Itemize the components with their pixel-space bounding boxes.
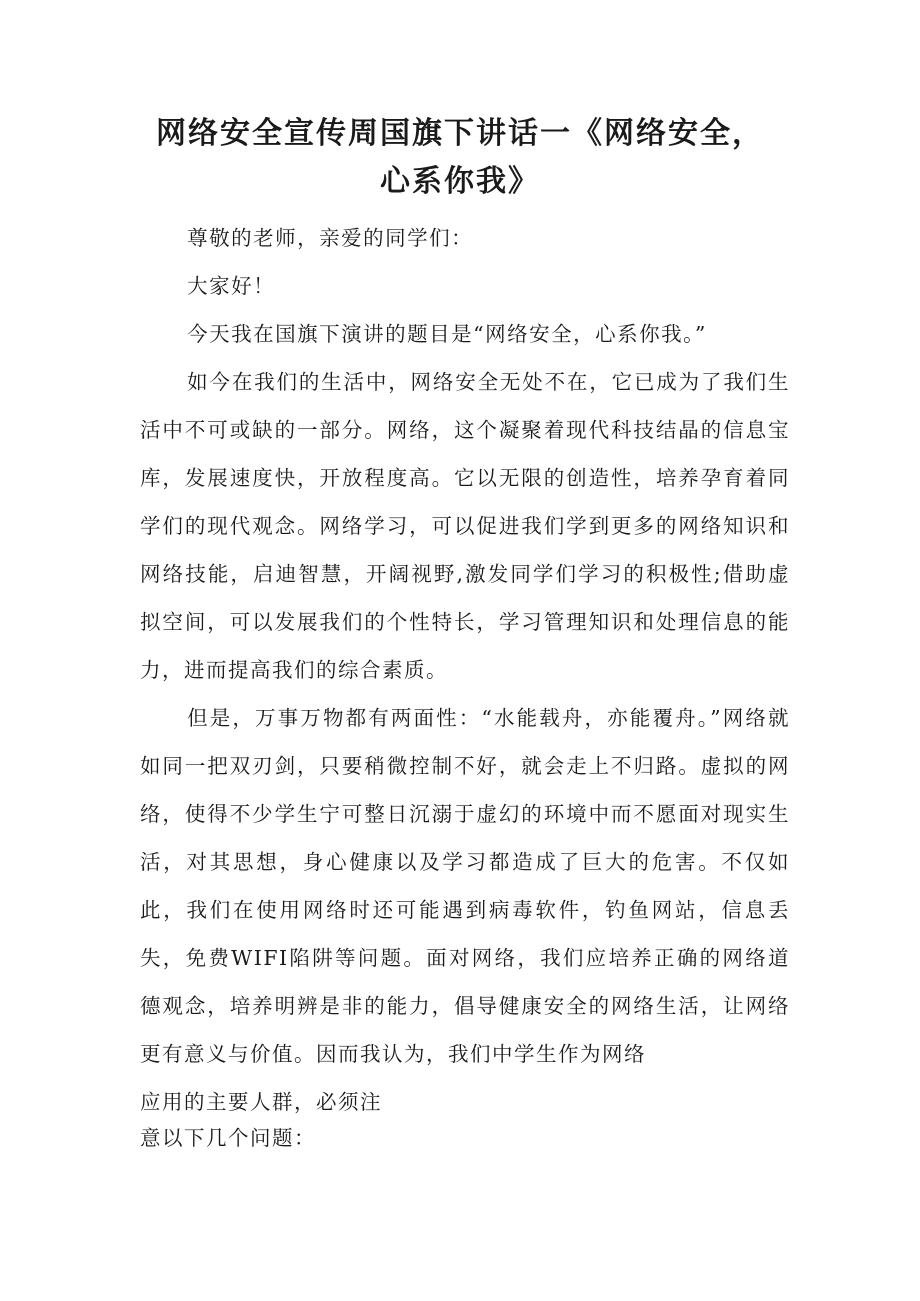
document-body bbox=[140, 214, 790, 1078]
document-tail bbox=[140, 1084, 382, 1156]
body-paragraph-2: 但是，万事万物都有两面性：“水能载舟，亦能覆舟。”网络就如同一把双刃剑，只要稍微控制不好，就会走上不归路。虚拟的网络，使得不少学生宁可整日沉溺于虚幻的环境中而不愿面对现实生活，对其思想，身心健康以及学习都造成了巨大的危害。不仅如此，我们在使用网络时还可能遇到病毒软件，钓鱼网站，信息丢失，免费WIFI陷阱等问题。面对网络，我们应培养正确的网络道德观念，培养明辨是非的能力，倡导健康安全的网络生活，让网络更有意义与价值。因而我认为，我们中学生作为网络 bbox=[140, 706, 790, 1066]
body-paragraph-1: 如今在我们的生活中，网络安全无处不在，它已成为了我们生活中不可或缺的一部分。网络，这个凝聚着现代科技结晶的信息宝库，发展速度快，开放程度高。它以无限的创造性，培养孕育着同学们的现代观念。网络学习，可以促进我们学到更多的网络知识和网络技能，启迪智慧，开阔视野,激发同学们学习的积极性;借助虚拟空间，可以发展我们的个性特长，学习管理知识和处理信息的能力，进而提高我们的综合素质。 bbox=[140, 370, 790, 682]
greeting-paragraph: 尊敬的老师，亲爱的同学们： bbox=[187, 226, 474, 250]
title-line-1: 网络安全宣传周国旗下讲话一《网络安全， bbox=[156, 116, 764, 151]
tail-line-2: 意以下几个问题： bbox=[140, 1126, 316, 1150]
hello-paragraph: 大家好！ bbox=[187, 274, 276, 298]
document-title bbox=[120, 110, 800, 206]
intro-paragraph: 今天我在国旗下演讲的题目是“网络安全，心系你我。” bbox=[187, 322, 707, 346]
tail-line-1: 应用的主要人群，必须注 bbox=[140, 1090, 382, 1114]
title-line-2: 心系你我》 bbox=[380, 164, 540, 199]
